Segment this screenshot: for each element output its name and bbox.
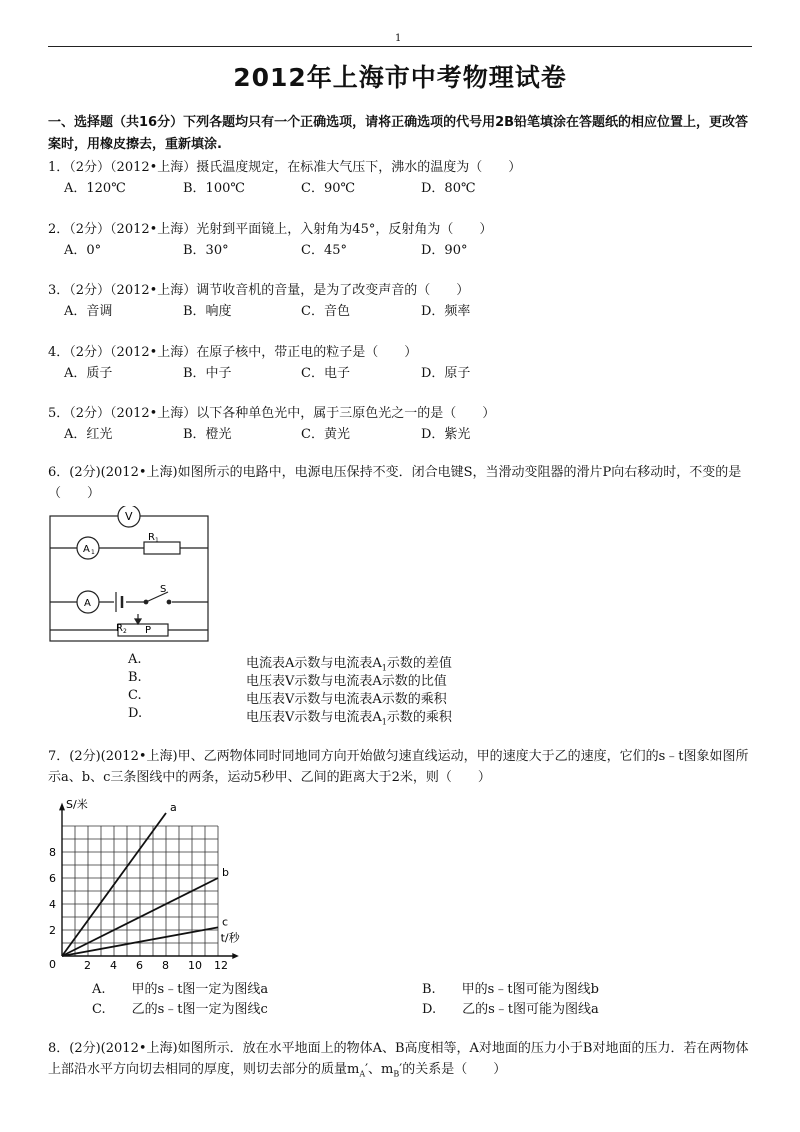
q5-option-d[interactable]: D．紫光 bbox=[421, 427, 471, 442]
q4-option-b[interactable]: B．中子 bbox=[183, 366, 232, 381]
x-tick-label: 10 bbox=[188, 959, 202, 972]
resistor-r2-label: R bbox=[116, 623, 123, 634]
q2-option-a[interactable]: A．0° bbox=[64, 243, 102, 258]
y-axis-label: S/米 bbox=[66, 797, 88, 811]
voltmeter-label: V bbox=[125, 510, 133, 523]
ammeter-a-label: A bbox=[84, 598, 91, 609]
q2-stem: 2．（2分）（2012•上海）光射到平面镜上，入射角为45°，反射角为（ ） bbox=[48, 222, 493, 237]
q5-option-c[interactable]: C．黄光 bbox=[301, 427, 350, 442]
x-axis-arrow bbox=[232, 953, 239, 959]
q6-option-d[interactable]: 电压表V示数与电流表$A_1$示数的乘积 bbox=[246, 710, 452, 727]
q1-option-d[interactable]: D．80℃ bbox=[421, 181, 476, 196]
q2-option-c[interactable]: C．45° bbox=[301, 243, 347, 258]
q6-option-b[interactable]: 电压表V示数与电流表A示数的比值 bbox=[246, 674, 447, 689]
y-tick-label: 2 bbox=[49, 924, 56, 937]
q2-option-d[interactable]: D．90° bbox=[421, 243, 468, 258]
x-tick-label: 4 bbox=[110, 959, 117, 972]
q7-st-chart bbox=[40, 796, 250, 976]
resistor-r1-subscript: 1 bbox=[155, 537, 159, 544]
y-tick-label: 8 bbox=[49, 846, 56, 859]
q3-option-b[interactable]: B．响度 bbox=[183, 304, 232, 319]
series-label-a: a bbox=[170, 801, 177, 814]
x-tick-label: 8 bbox=[162, 959, 169, 972]
resistor-r1-label: R bbox=[148, 532, 155, 543]
header-rule bbox=[48, 46, 752, 47]
q1-option-b[interactable]: B．100℃ bbox=[183, 181, 245, 196]
section-heading: 一、选择题（共16分）下列各题均只有一个正确选项，请将正确选项的代号用2B铅笔填涂在答题纸的相应位置上，更改答案时，用橡皮擦去，重新填涂. bbox=[48, 115, 749, 152]
q6-letter-a[interactable]: A. bbox=[128, 652, 142, 667]
q3-option-c[interactable]: C．音色 bbox=[301, 304, 350, 319]
q1-option-a[interactable]: A．120℃ bbox=[64, 181, 126, 196]
q3-option-d[interactable]: D．频率 bbox=[421, 304, 471, 319]
resistor-r2-subscript: 2 bbox=[123, 628, 127, 635]
q4-option-c[interactable]: C．电子 bbox=[301, 366, 350, 381]
resistor-r1-symbol bbox=[144, 542, 180, 554]
ammeter-a1-label: A bbox=[83, 544, 90, 555]
x-tick-label: 6 bbox=[136, 959, 143, 972]
q7-stem: 7．(2分)(2012•上海)甲、乙两物体同时同地同方向开始做匀速直线运动，甲的速度大于乙的速度，它们的s﹣t图象如图所示a、b、c三条图线中的两条，运动5秒甲、乙间的距离大于2米，则（ ） bbox=[48, 749, 749, 785]
q7-option-b[interactable]: B. 甲的s﹣t图可能为图线b bbox=[422, 982, 599, 997]
slider-p-label: P bbox=[145, 625, 152, 636]
q6-circuit-diagram bbox=[48, 506, 218, 646]
circuit-outer-wire bbox=[50, 516, 208, 641]
q7-option-a[interactable]: A. 甲的s﹣t图一定为图线a bbox=[92, 982, 269, 997]
q4-option-a[interactable]: A．质子 bbox=[64, 366, 113, 381]
ammeter-a1-subscript: 1 bbox=[91, 549, 95, 556]
q3-option-a[interactable]: A．音调 bbox=[64, 304, 113, 319]
series-label-c: c bbox=[222, 915, 229, 929]
q6-option-c[interactable]: 电压表V示数与电流表A示数的乘积 bbox=[246, 692, 447, 707]
q6-stem: 6．(2分)(2012•上海)如图所示的电路中，电源电压保持不变．闭合电键S，当滑动变阻器的滑片P向右移动时，不变的是（ ） bbox=[48, 465, 742, 501]
x-tick-label: 12 bbox=[214, 959, 228, 972]
q2-option-b[interactable]: B．30° bbox=[183, 243, 229, 258]
page-title: 2012年上海市中考物理试卷 bbox=[233, 63, 567, 92]
q7-option-c[interactable]: C. 乙的s﹣t图一定为图线c bbox=[92, 1002, 268, 1017]
q5-stem: 5．（2分）（2012•上海）以下各种单色光中，属于三原色光之一的是（ ） bbox=[48, 406, 496, 421]
q1-stem: 1．（2分）（2012•上海）摄氏温度规定，在标准大气压下，沸水的温度为（ ） bbox=[48, 160, 522, 175]
q8-stem: 8．(2分)(2012•上海)如图所示．放在水平地面上的物体A、B高度相等，A对地面的压力小于B对地面的压力．若在两物体上部沿水平方向切去相同的厚度，则切去部分的质量$m_A'$、$m_B'$的关系是（ ） bbox=[48, 1041, 749, 1079]
x-tick-label: 2 bbox=[84, 959, 91, 972]
q6-letter-d[interactable]: D. bbox=[128, 706, 143, 721]
q3-stem: 3．（2分）（2012•上海）调节收音机的音量，是为了改变声音的（ ） bbox=[48, 283, 470, 298]
y-tick-label: 6 bbox=[49, 872, 56, 885]
q6-option-a[interactable]: 电流表A示数与电流表$A_1$示数的差值 bbox=[246, 656, 452, 673]
switch-s-label: S bbox=[160, 584, 167, 595]
x-axis-label: t/秒 bbox=[220, 931, 240, 945]
q5-option-b[interactable]: B．橙光 bbox=[183, 427, 232, 442]
q7-option-d[interactable]: D. 乙的s﹣t图可能为图线a bbox=[422, 1002, 599, 1017]
series-label-b: b bbox=[222, 866, 229, 879]
q5-option-a[interactable]: A．红光 bbox=[64, 427, 113, 442]
origin-label: 0 bbox=[49, 958, 56, 971]
q6-letter-b[interactable]: B. bbox=[128, 670, 142, 685]
q1-option-c[interactable]: C．90℃ bbox=[301, 181, 356, 196]
q6-letter-c[interactable]: C. bbox=[128, 688, 142, 703]
q4-stem: 4．（2分）（2012•上海）在原子核中，带正电的粒子是（ ） bbox=[48, 345, 418, 360]
y-tick-label: 4 bbox=[49, 898, 56, 911]
y-axis-arrow bbox=[59, 803, 65, 811]
q4-option-d[interactable]: D．原子 bbox=[421, 366, 471, 381]
page-number: 1 bbox=[395, 33, 402, 44]
